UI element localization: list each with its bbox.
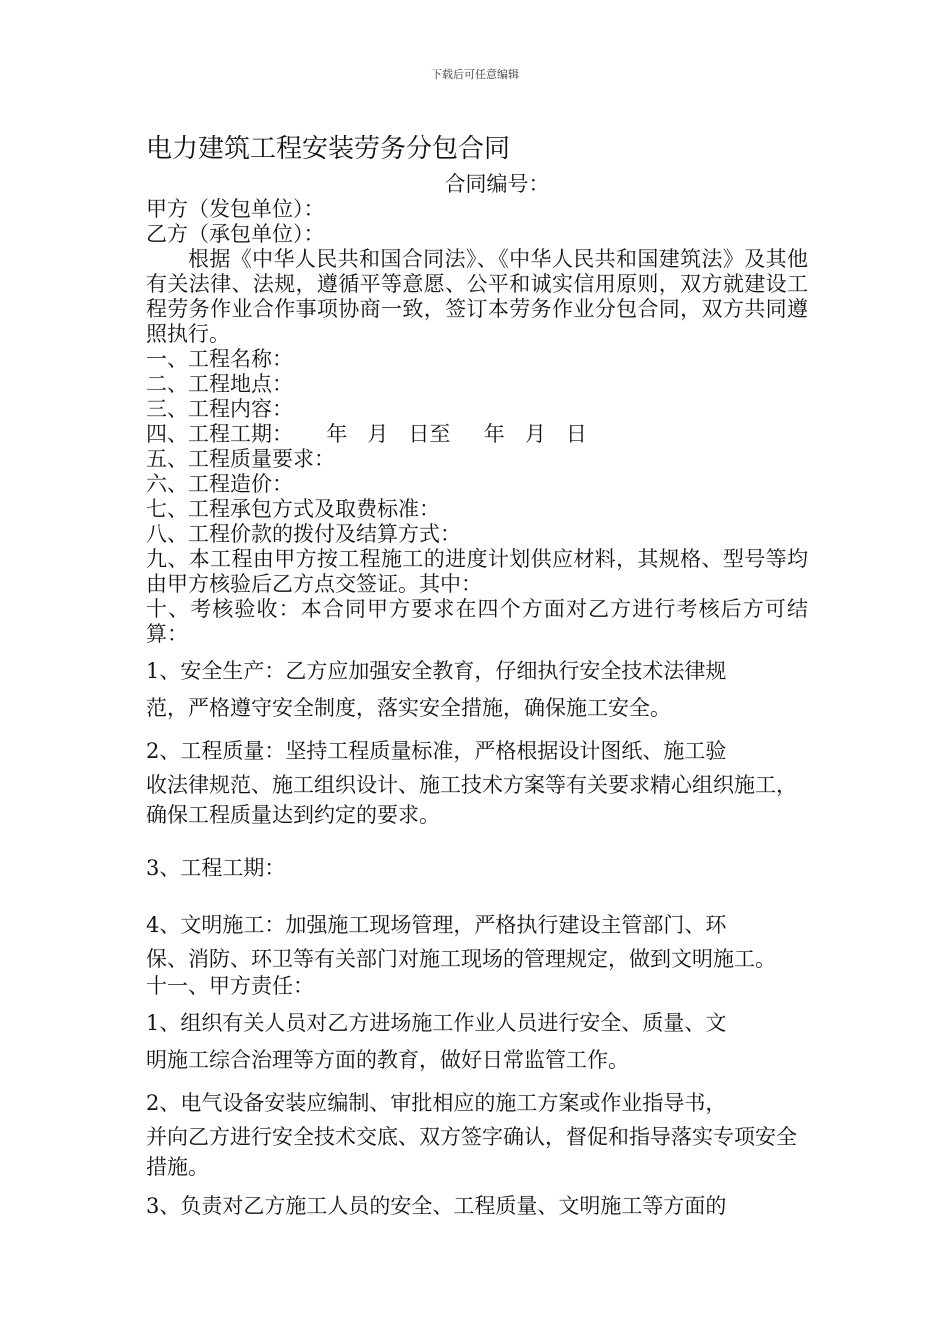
clause-10: 十、考核验收：本合同甲方要求在四个方面对乙方进行考核后方可结算： xyxy=(146,597,808,646)
clause-11-item-2-line-1: 2、电气设备安装应编制、审批相应的施工方案或作业指导书， xyxy=(146,1091,727,1115)
clause-3: 三、工程内容： xyxy=(146,397,293,421)
clause-5: 五、工程质量要求： xyxy=(146,447,335,471)
clause-1: 一、工程名称： xyxy=(146,347,293,371)
clause-10-item-2-line-1: 2、工程质量：坚持工程质量标准，严格根据设计图纸、施工验 xyxy=(146,739,727,763)
clause-10-item-4 xyxy=(146,907,808,974)
clause-11-item-1-line-1: 1、组织有关人员对乙方进场施工作业人员进行安全、质量、文 xyxy=(146,1011,727,1035)
party-b-line: 乙方（承包单位）： xyxy=(146,222,325,246)
clause-8: 八、工程价款的拨付及结算方式： xyxy=(146,522,461,546)
header-note: 下载后可任意编辑 xyxy=(431,68,519,81)
clause-9: 九、本工程由甲方按工程施工的进度计划供应材料，其规格、型号等均由甲方核验后乙方点交签证。其中： xyxy=(146,547,808,596)
clause-11-item-2-line-2: 并向乙方进行安全技术交底、双方签字确认，督促和指导落实专项安全措施。 xyxy=(146,1125,797,1179)
clause-10-item-1 xyxy=(146,653,808,727)
clause-11-item-1-line-2: 明施工综合治理等方面的教育，做好日常监管工作。 xyxy=(146,1048,629,1072)
clause-10-item-3: 3、工程工期： xyxy=(146,856,286,880)
clause-4: 四、工程工期： 年 月 日至 年 月 日 xyxy=(146,422,587,446)
clause-11-item-1 xyxy=(146,1005,808,1079)
clause-10-item-4-line-2: 保、消防、环卫等有关部门对施工现场的管理规定，做到文明施工。 xyxy=(146,947,776,971)
document-title: 电力建筑工程安装劳务分包合同 xyxy=(146,134,511,164)
clause-11: 十一、甲方责任： xyxy=(146,974,314,998)
clause-10-item-1-line-2: 范，严格遵守安全制度，落实安全措施，确保施工安全。 xyxy=(146,696,671,720)
clause-11-item-3-line-1: 3、负责对乙方施工人员的安全、工程质量、文明施工等方面的 xyxy=(146,1194,727,1218)
clause-7: 七、工程承包方式及取费标准： xyxy=(146,497,440,521)
preamble-paragraph: 根据《中华人民共和国合同法》、《中华人民共和国建筑法》及其他有关法律、法规，遵循平等意愿、公平和诚实信用原则，双方就建设工程劳务作业合作事项协商一致，签订本劳务作业分包合同，双方共同遵照执行。 xyxy=(146,247,808,346)
clause-10-item-1-line-1: 1、安全生产：乙方应加强安全教育，仔细执行安全技术法律规 xyxy=(146,659,727,683)
clause-11-item-2 xyxy=(146,1085,808,1182)
clause-6: 六、工程造价： xyxy=(146,472,293,496)
contract-document xyxy=(146,132,808,1225)
party-a-line: 甲方（发包单位）： xyxy=(146,197,325,221)
clause-2: 二、工程地点： xyxy=(146,372,293,396)
clause-10-item-2 xyxy=(146,733,808,830)
contract-number-label: 合同编号： xyxy=(444,172,550,196)
clause-10-item-4-line-1: 4、文明施工：加强施工现场管理，严格执行建设主管部门、环 xyxy=(146,913,727,937)
clause-10-item-2-line-2: 收法律规范、施工组织设计、施工技术方案等有关要求精心组织施工，确保工程质量达到约定的要求。 xyxy=(146,773,797,827)
